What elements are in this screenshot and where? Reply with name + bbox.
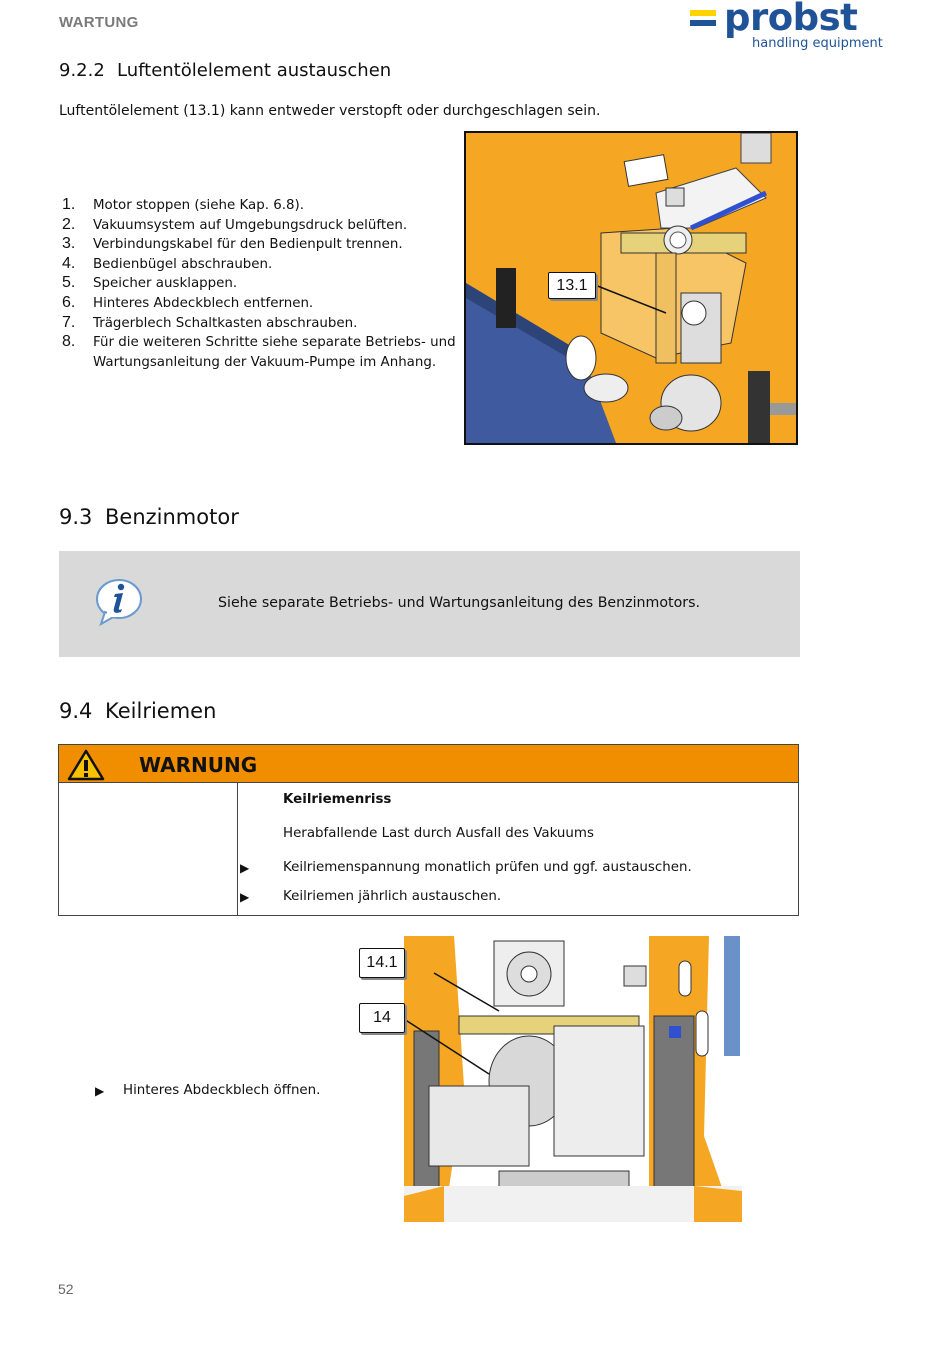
section-heading-9-4 bbox=[59, 699, 216, 723]
step-list bbox=[62, 196, 462, 372]
machine-illustration bbox=[466, 133, 796, 443]
list-item: 6. Hinteres Abdeckblech entfernen. bbox=[62, 293, 314, 311]
machine-illustration bbox=[404, 936, 742, 1222]
instruction-step: Hinteres Abdeckblech öffnen. bbox=[123, 1083, 321, 1098]
list-item: 8. Für die weiteren Schritte siehe separate Betriebs- und Wartungsanleitung der Vakuum-Pumpe im Anhang. bbox=[62, 333, 456, 370]
section-heading-9-3 bbox=[59, 505, 239, 529]
section-title: Luftentölelement austauschen bbox=[117, 60, 392, 81]
bullet-arrow-icon: ▶ bbox=[95, 1084, 105, 1098]
figure-callout-14: 14 bbox=[359, 1003, 405, 1033]
section-title: Keilriemen bbox=[105, 699, 217, 723]
list-item: 1. Motor stoppen (siehe Kap. 6.8). bbox=[62, 196, 305, 213]
warning-action: Keilriemen jährlich austauschen. bbox=[283, 889, 502, 904]
section-title: Benzinmotor bbox=[105, 505, 239, 529]
figure-callout-13-1: 13.1 bbox=[548, 272, 596, 299]
logo-blue-bar bbox=[690, 20, 716, 26]
warning-heading: Keilriemenriss bbox=[283, 792, 392, 807]
intro-paragraph: Luftentölelement (13.1) kann entweder verstopft oder durchgeschlagen sein. bbox=[59, 103, 601, 119]
logo-wordmark: probst bbox=[724, 0, 858, 39]
section-number: 9.4 bbox=[59, 699, 93, 723]
warning-action: Keilriemenspannung monatlich prüfen und ggf. austauschen. bbox=[283, 860, 692, 875]
logo-yellow-bar bbox=[690, 10, 716, 16]
bullet-arrow-icon: ▶ bbox=[240, 861, 250, 875]
bullet-arrow-icon: ▶ bbox=[240, 890, 250, 904]
probst-logo bbox=[688, 2, 888, 54]
info-icon bbox=[95, 578, 145, 626]
list-item: 7. Trägerblech Schaltkasten abschrauben. bbox=[62, 313, 358, 331]
list-item: 5. Speicher ausklappen. bbox=[62, 274, 238, 292]
info-box bbox=[59, 551, 800, 657]
section-number: 9.2.2 bbox=[59, 60, 105, 81]
list-item: 4. Bedienbügel abschrauben. bbox=[62, 254, 273, 272]
warning-description: Herabfallende Last durch Ausfall des Vakuums bbox=[283, 826, 594, 841]
oil-separator-figure bbox=[464, 131, 798, 445]
section-heading-9-2-2 bbox=[59, 60, 391, 81]
section-number: 9.3 bbox=[59, 505, 93, 529]
v-belt-figure bbox=[404, 936, 742, 1222]
figure-callout-14-1: 14.1 bbox=[359, 948, 405, 978]
running-header: WARTUNG bbox=[59, 14, 139, 31]
warning-triangle-icon bbox=[67, 749, 105, 781]
info-text: Siehe separate Betriebs- und Wartungsanleitung des Benzinmotors. bbox=[218, 595, 701, 611]
list-item: 3. Verbindungskabel für den Bedienpult trennen. bbox=[62, 235, 403, 253]
logo-tagline: handling equipment bbox=[752, 36, 883, 51]
warning-label: WARNUNG bbox=[139, 753, 258, 777]
page-number: 52 bbox=[58, 1281, 74, 1297]
warning-divider bbox=[237, 783, 238, 916]
warning-header bbox=[58, 744, 799, 783]
list-item: 2. Vakuumsystem auf Umgebungsdruck belüften. bbox=[62, 215, 408, 233]
